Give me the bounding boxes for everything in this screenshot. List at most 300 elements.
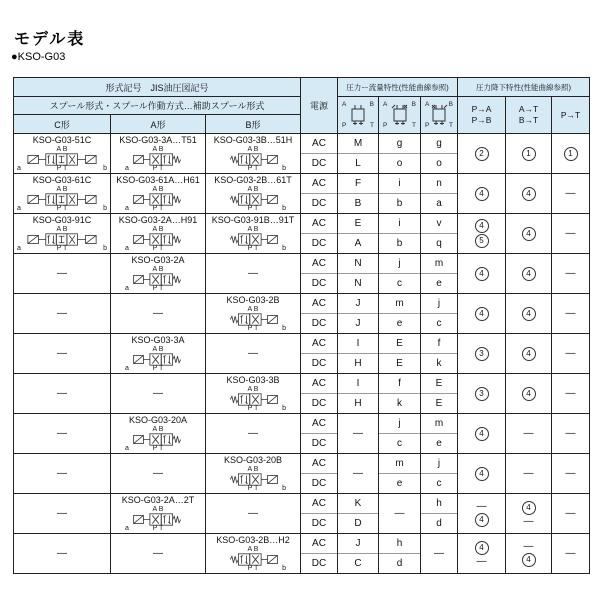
flow-value: m [421, 414, 457, 434]
port-label-pt: P T [247, 565, 259, 572]
power-cell [301, 414, 338, 453]
circled-number: 3 [475, 387, 489, 401]
power-ac: AC [301, 494, 337, 514]
port-t-label: T [412, 122, 416, 129]
flow-cell-3 [421, 414, 458, 453]
flow-value: M [338, 134, 378, 154]
port-label-ab: A B [56, 146, 68, 153]
port-label-pt: P T [152, 445, 164, 452]
drop-at-cell [506, 414, 552, 453]
header-flow: 圧力ー流量特性(性能曲線参照) [338, 78, 458, 97]
power-cell [301, 294, 338, 333]
drop-pt-cell [552, 454, 589, 493]
flow-cell-3 [421, 534, 458, 573]
power-ac: AC [301, 534, 337, 554]
model-code: KSO-G03-61C [32, 175, 92, 185]
valve-diagram [17, 186, 107, 212]
valve-diagram [220, 546, 286, 572]
header-model-symbol: 形式記号 JIS油圧図記号 [14, 78, 301, 97]
port-label-ab: A B [247, 546, 259, 553]
flow-value: i [379, 214, 420, 234]
drop-at-cell [506, 214, 552, 253]
flow-cell-1 [338, 334, 379, 373]
flow-value: h [421, 494, 457, 514]
flow-cell-3 [421, 294, 458, 333]
table-row [14, 494, 589, 534]
flow-cell-2 [379, 494, 421, 533]
power-ac: AC [301, 454, 337, 474]
model-cell-a [111, 174, 206, 213]
circled-number: 5 [475, 234, 489, 248]
model-code: KSO-G03-2A [131, 255, 185, 265]
port-label-pt: P T [247, 205, 259, 212]
power-ac: AC [301, 254, 337, 274]
dash-value: — [153, 468, 163, 479]
dash-value: — [565, 268, 576, 279]
drop-at-cell [506, 294, 552, 333]
flow-cell-1 [338, 254, 379, 293]
drop-pa-cell [458, 294, 506, 333]
port-label-pt: P T [56, 245, 68, 252]
model-cell-c [14, 494, 111, 533]
model-cell-a [111, 534, 206, 573]
power-dc: DC [311, 398, 327, 409]
port-label-ab: A B [152, 346, 164, 353]
circled-number: 4 [475, 513, 489, 527]
flow-value: H [354, 398, 362, 409]
dash-value: — [565, 428, 576, 439]
flow-cell-1 [338, 374, 379, 413]
solenoid-b-label: b [282, 565, 286, 572]
circled-number: 1 [522, 147, 536, 161]
dash-value: — [353, 428, 363, 439]
circled-number: 4 [522, 501, 536, 515]
drop-pt-cell [552, 174, 589, 213]
drop-at-line2: B→T [518, 115, 539, 125]
flow-value: E [379, 334, 420, 354]
model-cell-b [206, 334, 301, 373]
drop-at-cell [506, 534, 552, 573]
table-row [14, 534, 589, 573]
solenoid-b-label: b [103, 165, 107, 172]
port-label-ab: A B [247, 226, 259, 233]
dash-value: — [394, 508, 405, 519]
table-row [14, 334, 589, 374]
power-dc: DC [311, 478, 327, 489]
valve-diagram [220, 146, 286, 172]
model-code: KSO-G03-3B [226, 375, 280, 385]
valve-diagram [17, 146, 107, 172]
power-ac: AC [301, 294, 337, 314]
port-label-pt: P T [247, 165, 259, 172]
flow-value: c [436, 318, 442, 329]
circled-number: 4 [475, 219, 489, 233]
model-code: KSO-G03-20B [223, 455, 283, 465]
valve-diagram [125, 266, 191, 292]
model-cell-b [206, 214, 301, 253]
flow-value: d [436, 518, 442, 529]
flow-value: e [436, 438, 442, 449]
flow-cell-3 [421, 134, 458, 173]
circled-number: 4 [522, 307, 536, 321]
flow-value: E [421, 374, 457, 394]
flow-cell-2 [379, 214, 421, 253]
model-code: KSO-G03-61A…H61 [116, 175, 200, 185]
drop-pt-cell [552, 334, 589, 373]
drop-pt-cell [552, 374, 589, 413]
model-cell-c [14, 294, 111, 333]
solenoid-a-label: a [125, 525, 129, 532]
valve-diagram [125, 506, 191, 532]
drop-pa-cell [458, 454, 506, 493]
model-code: KSO-G03-51C [32, 135, 92, 145]
port-label-pt: P T [152, 165, 164, 172]
port-a-label: A [425, 101, 430, 108]
flow-value: a [436, 198, 442, 209]
valve-diagram [220, 466, 286, 492]
header-spool: スプール形式・スプール作動方式…補助スプール形式 [14, 97, 301, 115]
model-code: KSO-G03-2A…2T [121, 495, 195, 505]
dash-value: — [248, 428, 258, 439]
power-ac: AC [301, 214, 337, 234]
drop-at-line1: A→T [518, 104, 539, 114]
flow-cell-1 [338, 294, 379, 333]
valve-diagram [125, 226, 191, 252]
drop-pa-line2: P→B [471, 115, 492, 125]
dash-value: — [523, 428, 534, 439]
power-cell [301, 134, 338, 173]
solenoid-b-label: b [282, 205, 286, 212]
flow-value: B [354, 198, 362, 209]
drop-pa-line1: P→A [471, 104, 492, 114]
table-row [14, 414, 589, 454]
flow-cell-1 [338, 454, 379, 493]
flow-value: c [436, 478, 442, 489]
dash-value: — [57, 428, 67, 439]
flow-cell-3 [421, 214, 458, 253]
port-label-pt: P T [247, 485, 259, 492]
drop-pt-cell [552, 214, 589, 253]
power-ac: AC [301, 134, 337, 154]
model-code: KSO-G03-20A [128, 415, 188, 425]
port-p-label: P [383, 122, 388, 129]
table-row [14, 134, 589, 174]
model-cell-b [206, 174, 301, 213]
power-ac: AC [301, 414, 337, 434]
model-cell-c [14, 534, 111, 573]
flow-value: b [396, 238, 403, 249]
flow-value: i [379, 174, 420, 194]
power-dc: DC [311, 358, 327, 369]
flow-value: I [338, 334, 378, 354]
drop-pt-cell [552, 494, 589, 533]
port-label-ab: A B [247, 186, 259, 193]
flow-cell-1 [338, 414, 379, 453]
port-p-label: P [342, 122, 347, 129]
model-cell-c [14, 454, 111, 493]
port-label-pt: P T [152, 525, 164, 532]
model-cell-c [14, 334, 111, 373]
flow-value: o [396, 158, 403, 169]
valve-diagram [125, 426, 191, 452]
valve-diagram [17, 226, 107, 252]
port-label-ab: A B [152, 266, 164, 273]
drop-pa-cell [458, 214, 506, 253]
port-label-pt: P T [247, 405, 259, 412]
port-label-ab: A B [152, 426, 164, 433]
flow-value: m [421, 254, 457, 274]
power-cell [301, 214, 338, 253]
model-cell-c [14, 374, 111, 413]
model-code: KSO-G03-3B…51H [213, 135, 293, 145]
flow-cell-2 [379, 454, 421, 493]
port-a-label: A [342, 101, 347, 108]
drop-pt-cell [552, 414, 589, 453]
power-dc: DC [311, 238, 327, 249]
circled-number: 2 [475, 147, 489, 161]
circled-number: 1 [564, 147, 578, 161]
table-row [14, 294, 589, 334]
flow-value: m [379, 294, 420, 314]
table-row [14, 174, 589, 214]
port-label-pt: P T [247, 245, 259, 252]
solenoid-b-label: b [282, 485, 286, 492]
port-label-pt: P T [152, 285, 164, 292]
port-label-ab: A B [247, 306, 259, 313]
dash-value: — [565, 468, 576, 479]
flow-value: m [379, 454, 420, 474]
dash-value: — [565, 508, 576, 519]
circled-number: 4 [475, 187, 489, 201]
model-cell-a [111, 374, 206, 413]
header-drop-pa [458, 97, 506, 133]
flow-cell-2 [379, 254, 421, 293]
circled-number: 4 [522, 267, 536, 281]
flow-cell-1 [338, 134, 379, 173]
power-cell [301, 174, 338, 213]
flow-cell-3 [421, 374, 458, 413]
dash-value: — [57, 388, 67, 399]
flow-value: c [397, 278, 402, 289]
power-dc: DC [311, 438, 327, 449]
header-flow-diagram-1 [338, 97, 379, 133]
power-cell [301, 454, 338, 493]
flow-cell-2 [379, 414, 421, 453]
flow-value: q [436, 238, 442, 249]
port-t-label: T [449, 122, 453, 129]
dash-value: — [434, 548, 444, 559]
dash-value: — [523, 540, 534, 552]
model-cell-c [14, 174, 111, 213]
flow-value: h [379, 534, 420, 554]
dash-value: — [565, 388, 576, 399]
flow-value: K [338, 494, 378, 514]
flow-cell-2 [379, 374, 421, 413]
port-label-pt: P T [152, 365, 164, 372]
circled-number: 4 [475, 427, 489, 441]
model-cell-a [111, 294, 206, 333]
flow-cell-3 [421, 334, 458, 373]
flow-cell-1 [338, 214, 379, 253]
port-b-label: B [369, 101, 374, 108]
valve-diagram [125, 346, 191, 372]
flow-value: o [436, 158, 442, 169]
drop-pa-cell [458, 134, 506, 173]
model-table [13, 77, 590, 574]
model-cell-c [14, 134, 111, 173]
flow-value: k [397, 398, 402, 409]
flow-value: D [354, 518, 362, 529]
model-cell-a [111, 134, 206, 173]
port-label-ab: A B [56, 226, 68, 233]
flow-cell-1 [338, 494, 379, 533]
dash-value: — [57, 308, 67, 319]
circled-number: 4 [475, 541, 489, 555]
dash-value: — [248, 508, 258, 519]
valve-header-icon [429, 102, 449, 128]
flow-value: j [421, 454, 457, 474]
model-code: KSO-G03-2A…H91 [118, 215, 198, 225]
model-cell-a [111, 494, 206, 533]
power-dc: DC [311, 318, 327, 329]
power-ac: AC [301, 374, 337, 394]
power-cell [301, 254, 338, 293]
model-code: KSO-G03-2B [226, 295, 280, 305]
port-label-pt: P T [247, 325, 259, 332]
solenoid-a-label: a [125, 245, 129, 252]
port-label-ab: A B [152, 186, 164, 193]
flow-cell-1 [338, 534, 379, 573]
port-label-ab: A B [152, 226, 164, 233]
header-flow-diagram-3 [421, 97, 458, 133]
dash-value: — [57, 468, 67, 479]
dash-value: — [565, 228, 576, 239]
solenoid-b-label: b [103, 205, 107, 212]
model-cell-a [111, 214, 206, 253]
flow-cell-2 [379, 334, 421, 373]
drop-pa-cell [458, 174, 506, 213]
power-dc: DC [311, 558, 327, 569]
valve-header-icon [348, 102, 368, 128]
header-power: 電源 [301, 78, 338, 133]
dash-value: — [57, 548, 67, 559]
model-cell-a [111, 334, 206, 373]
flow-value: E [338, 214, 378, 234]
drop-at-cell [506, 334, 552, 373]
flow-value: e [396, 478, 403, 489]
flow-value: b [396, 198, 403, 209]
solenoid-b-label: b [282, 405, 286, 412]
circled-number: 4 [475, 267, 489, 281]
solenoid-a-label: a [17, 205, 21, 212]
dash-value: — [153, 388, 163, 399]
valve-diagram [125, 186, 191, 212]
flow-value: N [338, 254, 378, 274]
model-cell-b [206, 454, 301, 493]
flow-value: c [397, 438, 402, 449]
flow-value: F [338, 174, 378, 194]
model-cell-c [14, 214, 111, 253]
drop-pa-cell [458, 494, 506, 533]
power-cell [301, 534, 338, 573]
flow-value: E [396, 358, 403, 369]
solenoid-a-label: a [125, 205, 129, 212]
header-col-a: A形 [111, 115, 206, 133]
port-label-ab: A B [247, 386, 259, 393]
port-label-pt: P T [56, 165, 68, 172]
dash-value: — [248, 348, 258, 359]
port-label-ab: A B [56, 186, 68, 193]
model-cell-a [111, 454, 206, 493]
flow-value: j [421, 294, 457, 314]
flow-cell-3 [421, 494, 458, 533]
table-row [14, 214, 589, 254]
page-title: モデル表 [14, 31, 86, 48]
port-label-ab: A B [247, 146, 259, 153]
model-code: KSO-G03-3A…T51 [119, 135, 197, 145]
port-label-pt: P T [152, 245, 164, 252]
power-dc: DC [311, 518, 327, 529]
dash-value: — [353, 468, 363, 479]
drop-pt-cell [552, 134, 589, 173]
model-code: KSO-G03-91C [32, 215, 92, 225]
flow-value: C [354, 558, 362, 569]
dash-value: — [248, 268, 258, 279]
model-cell-b [206, 254, 301, 293]
flow-value: v [421, 214, 457, 234]
flow-cell-1 [338, 174, 379, 213]
drop-at-cell [506, 134, 552, 173]
drop-pa-cell [458, 414, 506, 453]
model-cell-b [206, 294, 301, 333]
power-dc: DC [311, 278, 327, 289]
circled-number: 4 [522, 187, 536, 201]
drop-pa-cell [458, 374, 506, 413]
circled-number: 4 [522, 387, 536, 401]
flow-value: g [421, 134, 457, 154]
header-flow-diagram-2 [379, 97, 421, 133]
model-cell-c [14, 414, 111, 453]
power-dc: DC [311, 198, 327, 209]
dash-value: — [523, 515, 534, 527]
flow-value: e [396, 318, 403, 329]
drop-pa-cell [458, 254, 506, 293]
port-label-ab: A B [152, 146, 164, 153]
dash-value: — [565, 308, 576, 319]
model-cell-a [111, 254, 206, 293]
model-cell-a [111, 414, 206, 453]
solenoid-a-label: a [17, 165, 21, 172]
solenoid-a-label: a [125, 165, 129, 172]
header-col-c: C形 [14, 115, 111, 133]
port-b-label: B [448, 101, 453, 108]
drop-pt-cell [552, 294, 589, 333]
flow-cell-3 [421, 454, 458, 493]
model-cell-b [206, 534, 301, 573]
dash-value: — [565, 548, 576, 559]
model-code: KSO-G03-91B…91T [211, 215, 295, 225]
model-code: KSO-G03-2B…61T [214, 175, 292, 185]
port-b-label: B [411, 101, 416, 108]
circled-number: 4 [475, 307, 489, 321]
dash-value: — [476, 555, 487, 567]
flow-value: E [435, 398, 443, 409]
table-row [14, 374, 589, 414]
table-row [14, 454, 589, 494]
model-cell-b [206, 134, 301, 173]
flow-value: A [354, 238, 362, 249]
solenoid-b-label: b [282, 325, 286, 332]
